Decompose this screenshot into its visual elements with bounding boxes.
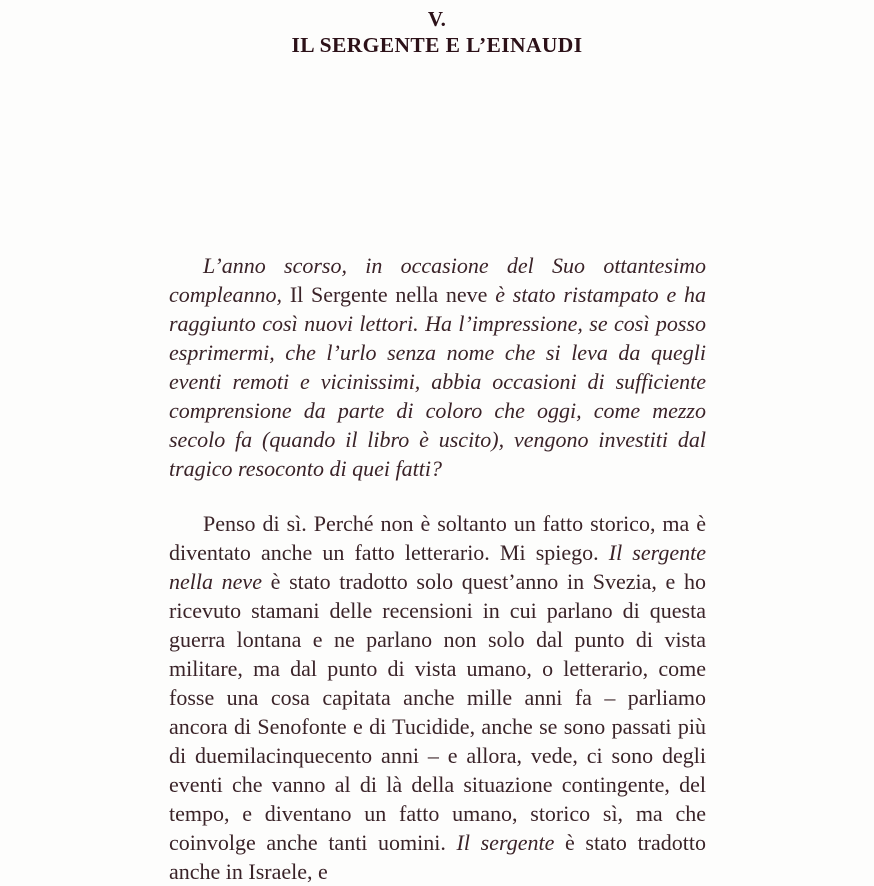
text-segment-italic: L’anno scorso, in occasione del Suo ottantesimo compleanno,	[169, 253, 706, 307]
chapter-heading	[0, 7, 874, 59]
paragraph-2	[169, 509, 706, 886]
text-segment-italic: Il sergente	[456, 830, 555, 855]
text-segment-roman: è stato tradotto solo quest’anno in Svezia, e ho ricevuto stamani delle recensioni in cui parlano di questa guerra lontana e ne parlano non solo dal punto di vista militare, ma dal punto di vista umano, o letterario, come fosse una cosa capitata anche mille anni fa – parliamo ancora di Senofonte e di Tucidide, anche se sono passati più di duemilacinquecento anni – e allora, vede, ci sono degli eventi che vanno al di là della situazione contingente, del tempo, e diventano un fatto umano, storico sì, ma che coinvolge anche tanti uomini.	[169, 569, 706, 855]
text-segment-italic: Il sergente nella neve	[169, 540, 707, 594]
paragraph-1	[169, 251, 706, 483]
chapter-number: V.	[427, 7, 447, 31]
body-text	[169, 251, 706, 886]
text-segment-roman: Penso di sì. Perché non è soltanto un fatto storico, ma è diventato anche un fatto letterario. Mi spiego.	[169, 511, 706, 565]
text-segment-roman: Il Sergente nella neve	[289, 282, 488, 307]
text-segment-italic: è stato ristampato e ha raggiunto così nuovi lettori. Ha l’impressione, se così posso esprimermi, che l’urlo senza nome che si leva da quegli eventi remoti e vicinissimi, abbia occasioni di sufficiente comprensione da parte di coloro che oggi, come mezzo secolo fa (quando il libro è uscito), vengono investiti dal tragico resoconto di quei fatti?	[169, 282, 707, 481]
chapter-title: IL SERGENTE E L’EINAUDI	[291, 33, 583, 57]
text-segment-roman: è stato tradotto anche in Israele, e	[169, 830, 706, 884]
